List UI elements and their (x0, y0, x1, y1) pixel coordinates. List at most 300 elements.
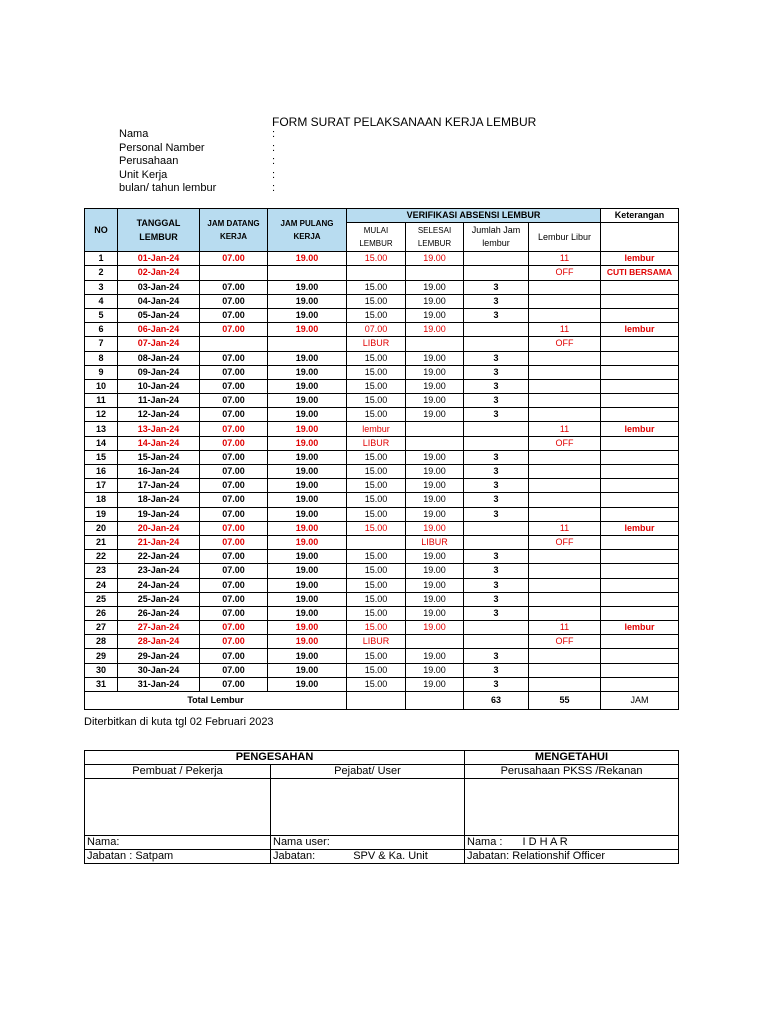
company-name: Nama : I D H A R (465, 836, 679, 850)
table-row (85, 663, 679, 677)
row-date: 16-Jan-24 (118, 465, 200, 479)
user-name: Nama user: (271, 836, 465, 850)
row-start: 15.00 (347, 394, 406, 408)
row-libur (529, 507, 601, 521)
row-no: 1 (85, 252, 118, 266)
row-keterangan (601, 379, 679, 393)
issued-date: Diterbitkan di kuta tgl 02 Februari 2023 (84, 716, 274, 728)
row-hours: 3 (464, 394, 529, 408)
row-hours: 3 (464, 578, 529, 592)
row-libur (529, 677, 601, 691)
row-no: 10 (85, 379, 118, 393)
row-start: lembur (347, 422, 406, 436)
row-no: 4 (85, 294, 118, 308)
info-row (119, 128, 275, 142)
row-libur: 11 (529, 621, 601, 635)
info-row (119, 169, 275, 183)
company-job: Jabatan: Relationshif Officer (465, 850, 679, 864)
row-hours: 3 (464, 479, 529, 493)
row-end: 19.00 (406, 649, 464, 663)
user-job: Jabatan: SPV & Ka. Unit (271, 850, 465, 864)
row-end: 19.00 (406, 450, 464, 464)
row-out: 19.00 (268, 252, 347, 266)
row-libur: 11 (529, 521, 601, 535)
row-start: 15.00 (347, 493, 406, 507)
row-out: 19.00 (268, 663, 347, 677)
row-libur (529, 564, 601, 578)
header-selesai: SELESAI LEMBUR (406, 223, 464, 252)
row-out: 19.00 (268, 436, 347, 450)
row-start: LIBUR (347, 337, 406, 351)
row-keterangan (601, 635, 679, 649)
row-hours: 3 (464, 677, 529, 691)
user-job-value: SPV & Ka. Unit (353, 850, 428, 862)
row-libur (529, 351, 601, 365)
row-out: 19.00 (268, 493, 347, 507)
row-end: 19.00 (406, 550, 464, 564)
row-out: 19.00 (268, 578, 347, 592)
row-hours: 3 (464, 592, 529, 606)
table-row (85, 394, 679, 408)
row-keterangan: lembur (601, 521, 679, 535)
row-in: 07.00 (200, 465, 268, 479)
row-end (406, 266, 464, 280)
row-libur: OFF (529, 535, 601, 549)
table-row (85, 337, 679, 351)
row-no: 5 (85, 308, 118, 322)
row-keterangan (601, 677, 679, 691)
header-mulai: MULAI LEMBUR (347, 223, 406, 252)
row-date: 01-Jan-24 (118, 252, 200, 266)
row-out: 19.00 (268, 649, 347, 663)
row-end: 19.00 (406, 351, 464, 365)
row-end: 19.00 (406, 606, 464, 620)
row-in: 07.00 (200, 294, 268, 308)
row-date: 07-Jan-24 (118, 337, 200, 351)
row-date: 22-Jan-24 (118, 550, 200, 564)
row-out: 19.00 (268, 351, 347, 365)
header-no: NO (85, 209, 118, 252)
row-out: 19.00 (268, 408, 347, 422)
row-hours: 3 (464, 493, 529, 507)
row-date: 19-Jan-24 (118, 507, 200, 521)
row-out: 19.00 (268, 521, 347, 535)
row-out: 19.00 (268, 677, 347, 691)
row-in: 07.00 (200, 379, 268, 393)
row-hours: 3 (464, 450, 529, 464)
row-start: 15.00 (347, 379, 406, 393)
row-libur: OFF (529, 266, 601, 280)
row-end: 19.00 (406, 578, 464, 592)
row-date: 28-Jan-24 (118, 635, 200, 649)
row-no: 29 (85, 649, 118, 663)
row-end: LIBUR (406, 535, 464, 549)
row-end: 19.00 (406, 621, 464, 635)
info-row (119, 155, 275, 169)
row-hours: 3 (464, 550, 529, 564)
row-no: 3 (85, 280, 118, 294)
row-keterangan (601, 294, 679, 308)
row-out: 19.00 (268, 550, 347, 564)
row-no: 28 (85, 635, 118, 649)
row-end: 19.00 (406, 308, 464, 322)
table-row (85, 550, 679, 564)
row-out: 19.00 (268, 621, 347, 635)
row-hours (464, 535, 529, 549)
row-in: 07.00 (200, 365, 268, 379)
row-start: 15.00 (347, 621, 406, 635)
signer-worker-title: Pembuat / Pekerja (85, 765, 271, 779)
row-start: LIBUR (347, 436, 406, 450)
row-date: 23-Jan-24 (118, 564, 200, 578)
signature-box-worker[interactable] (85, 779, 271, 836)
row-end: 19.00 (406, 677, 464, 691)
row-date: 31-Jan-24 (118, 677, 200, 691)
row-in: 07.00 (200, 351, 268, 365)
row-no: 18 (85, 493, 118, 507)
row-libur (529, 450, 601, 464)
row-start: 15.00 (347, 365, 406, 379)
row-date: 10-Jan-24 (118, 379, 200, 393)
row-hours: 3 (464, 308, 529, 322)
row-in: 07.00 (200, 308, 268, 322)
row-end: 19.00 (406, 592, 464, 606)
row-hours: 3 (464, 351, 529, 365)
row-libur (529, 465, 601, 479)
row-hours: 3 (464, 564, 529, 578)
row-keterangan (601, 351, 679, 365)
row-libur (529, 408, 601, 422)
row-out: 19.00 (268, 592, 347, 606)
company-name-value: I D H A R (522, 836, 568, 848)
header-tanggal: TANGGAL LEMBUR (118, 209, 200, 252)
row-start (347, 266, 406, 280)
table-row (85, 535, 679, 549)
table-row (85, 521, 679, 535)
row-keterangan: lembur (601, 422, 679, 436)
row-date: 27-Jan-24 (118, 621, 200, 635)
overtime-table (84, 208, 679, 710)
row-in: 07.00 (200, 450, 268, 464)
row-in: 07.00 (200, 408, 268, 422)
row-in: 07.00 (200, 394, 268, 408)
row-out: 19.00 (268, 535, 347, 549)
row-in: 07.00 (200, 550, 268, 564)
row-date: 02-Jan-24 (118, 266, 200, 280)
row-keterangan (601, 663, 679, 677)
row-no: 2 (85, 266, 118, 280)
row-hours: 3 (464, 649, 529, 663)
row-out: 19.00 (268, 365, 347, 379)
row-hours (464, 621, 529, 635)
row-in (200, 266, 268, 280)
row-hours (464, 323, 529, 337)
header-verifikasi: VERIFIKASI ABSENSI LEMBUR (347, 209, 601, 223)
row-end (406, 436, 464, 450)
row-no: 26 (85, 606, 118, 620)
total-blank-2 (406, 692, 464, 710)
row-hours (464, 422, 529, 436)
row-no: 31 (85, 677, 118, 691)
row-end: 19.00 (406, 365, 464, 379)
row-libur (529, 493, 601, 507)
row-no: 12 (85, 408, 118, 422)
row-hours: 3 (464, 379, 529, 393)
row-libur (529, 365, 601, 379)
row-keterangan (601, 592, 679, 606)
row-libur (529, 379, 601, 393)
row-out (268, 337, 347, 351)
row-no: 6 (85, 323, 118, 337)
row-date: 18-Jan-24 (118, 493, 200, 507)
row-keterangan: lembur (601, 621, 679, 635)
row-out: 19.00 (268, 294, 347, 308)
row-in: 07.00 (200, 592, 268, 606)
table-row (85, 649, 679, 663)
row-end: 19.00 (406, 323, 464, 337)
row-no: 25 (85, 592, 118, 606)
row-out: 19.00 (268, 323, 347, 337)
row-out: 19.00 (268, 422, 347, 436)
info-separator: : (272, 168, 276, 181)
info-label: bulan/ tahun lembur (119, 182, 217, 194)
worker-job: Jabatan : Satpam (85, 850, 271, 864)
row-in: 07.00 (200, 635, 268, 649)
row-end (406, 337, 464, 351)
row-out: 19.00 (268, 635, 347, 649)
row-in: 07.00 (200, 535, 268, 549)
row-keterangan: lembur (601, 252, 679, 266)
row-start: 15.00 (347, 564, 406, 578)
table-row (85, 280, 679, 294)
row-date: 17-Jan-24 (118, 479, 200, 493)
approval-table (84, 750, 679, 864)
row-libur (529, 479, 601, 493)
row-no: 14 (85, 436, 118, 450)
row-date: 25-Jan-24 (118, 592, 200, 606)
table-row (85, 606, 679, 620)
row-out: 19.00 (268, 465, 347, 479)
row-no: 17 (85, 479, 118, 493)
row-hours: 3 (464, 606, 529, 620)
row-hours (464, 436, 529, 450)
row-keterangan (601, 337, 679, 351)
row-date: 13-Jan-24 (118, 422, 200, 436)
row-libur: OFF (529, 635, 601, 649)
row-in: 07.00 (200, 323, 268, 337)
info-label: Personal Namber (119, 141, 205, 154)
row-start: 15.00 (347, 351, 406, 365)
row-in: 07.00 (200, 564, 268, 578)
table-row (85, 294, 679, 308)
row-in: 07.00 (200, 252, 268, 266)
row-out: 19.00 (268, 308, 347, 322)
table-row (85, 635, 679, 649)
row-keterangan (601, 308, 679, 322)
row-in: 07.00 (200, 507, 268, 521)
row-hours: 3 (464, 294, 529, 308)
header-keterangan-blank (601, 223, 679, 252)
row-no: 8 (85, 351, 118, 365)
row-libur: 11 (529, 323, 601, 337)
table-row (85, 450, 679, 464)
table-row (85, 252, 679, 266)
row-keterangan (601, 493, 679, 507)
row-in: 07.00 (200, 663, 268, 677)
row-start: 15.00 (347, 606, 406, 620)
row-keterangan (601, 408, 679, 422)
pengesahan-heading: PENGESAHAN (85, 751, 465, 765)
table-row (85, 465, 679, 479)
form-title: FORM SURAT PELAKSANAAN KERJA LEMBUR (272, 115, 537, 129)
row-start: 15.00 (347, 649, 406, 663)
row-keterangan (601, 606, 679, 620)
row-date: 06-Jan-24 (118, 323, 200, 337)
row-start: 15.00 (347, 450, 406, 464)
row-libur (529, 649, 601, 663)
row-libur: 11 (529, 252, 601, 266)
row-keterangan (601, 649, 679, 663)
row-end: 19.00 (406, 408, 464, 422)
row-start: 15.00 (347, 592, 406, 606)
row-hours (464, 337, 529, 351)
row-start: 15.00 (347, 408, 406, 422)
row-start: 15.00 (347, 521, 406, 535)
row-date: 21-Jan-24 (118, 535, 200, 549)
row-in: 07.00 (200, 436, 268, 450)
signer-user-title: Pejabat/ User (271, 765, 465, 779)
row-in: 07.00 (200, 280, 268, 294)
row-hours: 3 (464, 408, 529, 422)
row-start: 15.00 (347, 280, 406, 294)
table-row (85, 266, 679, 280)
signature-box-company[interactable] (465, 779, 679, 836)
row-libur (529, 592, 601, 606)
row-hours: 3 (464, 507, 529, 521)
info-row (119, 182, 275, 196)
header-jumlah: Jumlah Jam lembur (464, 223, 529, 252)
row-end: 19.00 (406, 379, 464, 393)
row-start: LIBUR (347, 635, 406, 649)
table-row (85, 578, 679, 592)
row-end: 19.00 (406, 280, 464, 294)
row-libur (529, 308, 601, 322)
header-keterangan: Keterangan (601, 209, 679, 223)
row-out: 19.00 (268, 507, 347, 521)
row-no: 21 (85, 535, 118, 549)
header-jam-pulang: JAM PULANG KERJA (268, 209, 347, 252)
row-no: 23 (85, 564, 118, 578)
row-date: 04-Jan-24 (118, 294, 200, 308)
row-keterangan: lembur (601, 323, 679, 337)
row-keterangan (601, 450, 679, 464)
row-in: 07.00 (200, 649, 268, 663)
row-no: 13 (85, 422, 118, 436)
row-start: 15.00 (347, 550, 406, 564)
row-no: 24 (85, 578, 118, 592)
row-hours: 3 (464, 465, 529, 479)
row-hours (464, 252, 529, 266)
row-end (406, 635, 464, 649)
row-no: 30 (85, 663, 118, 677)
total-hours: 63 (464, 692, 529, 710)
row-date: 30-Jan-24 (118, 663, 200, 677)
row-start: 15.00 (347, 252, 406, 266)
row-start: 15.00 (347, 507, 406, 521)
row-no: 9 (85, 365, 118, 379)
row-libur (529, 606, 601, 620)
table-row (85, 507, 679, 521)
row-no: 20 (85, 521, 118, 535)
row-start: 15.00 (347, 294, 406, 308)
row-keterangan: CUTI BERSAMA (601, 266, 679, 280)
row-no: 15 (85, 450, 118, 464)
row-keterangan (601, 394, 679, 408)
table-row (85, 323, 679, 337)
row-date: 11-Jan-24 (118, 394, 200, 408)
row-in: 07.00 (200, 578, 268, 592)
row-no: 22 (85, 550, 118, 564)
header-jam-datang: JAM DATANG KERJA (200, 209, 268, 252)
row-out: 19.00 (268, 479, 347, 493)
table-row (85, 592, 679, 606)
row-end: 19.00 (406, 252, 464, 266)
total-label: Total Lembur (85, 692, 347, 710)
total-libur: 55 (529, 692, 601, 710)
table-row (85, 351, 679, 365)
row-keterangan (601, 365, 679, 379)
row-out: 19.00 (268, 450, 347, 464)
header-lembur-libur: Lembur Libur (529, 223, 601, 252)
row-keterangan (601, 436, 679, 450)
table-row (85, 493, 679, 507)
row-date: 14-Jan-24 (118, 436, 200, 450)
table-row (85, 379, 679, 393)
table-row (85, 564, 679, 578)
info-label: Unit Kerja (119, 168, 168, 181)
row-in: 07.00 (200, 479, 268, 493)
row-libur (529, 280, 601, 294)
mengetahui-heading: MENGETAHUI (465, 751, 679, 765)
row-in (200, 337, 268, 351)
table-row (85, 677, 679, 691)
info-separator: : (272, 182, 276, 194)
table-row (85, 422, 679, 436)
worker-name: Nama: (85, 836, 271, 850)
row-date: 26-Jan-24 (118, 606, 200, 620)
row-in: 07.00 (200, 621, 268, 635)
row-date: 24-Jan-24 (118, 578, 200, 592)
row-date: 09-Jan-24 (118, 365, 200, 379)
row-no: 19 (85, 507, 118, 521)
row-out: 19.00 (268, 606, 347, 620)
row-start: 07.00 (347, 323, 406, 337)
row-date: 05-Jan-24 (118, 308, 200, 322)
table-row (85, 365, 679, 379)
row-start: 15.00 (347, 663, 406, 677)
row-libur (529, 394, 601, 408)
row-libur: OFF (529, 337, 601, 351)
row-keterangan (601, 535, 679, 549)
row-date: 03-Jan-24 (118, 280, 200, 294)
row-no: 27 (85, 621, 118, 635)
signature-box-user[interactable] (271, 779, 465, 836)
row-start: 15.00 (347, 677, 406, 691)
row-keterangan (601, 479, 679, 493)
info-separator: : (272, 128, 276, 140)
table-row (85, 436, 679, 450)
row-in: 07.00 (200, 422, 268, 436)
